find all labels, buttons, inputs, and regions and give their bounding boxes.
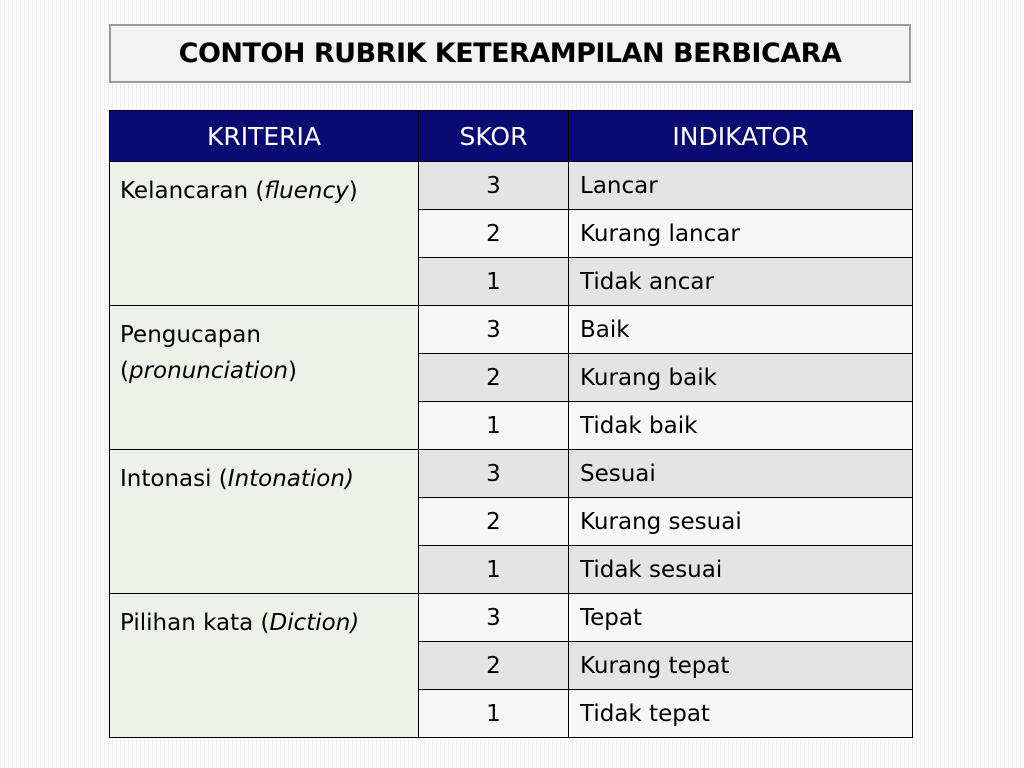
score-cell: 1 (419, 402, 569, 450)
criterion-name: Intonasi ( (120, 466, 228, 492)
table-row (110, 306, 913, 354)
score-cell: 2 (419, 498, 569, 546)
indicator-cell: Sesuai (569, 450, 913, 498)
score-cell: 3 (419, 162, 569, 210)
header-indikator: INDIKATOR (569, 111, 913, 162)
indicator-cell: Lancar (569, 162, 913, 210)
indicator-cell: Tidak baik (569, 402, 913, 450)
indicator-cell: Tidak tepat (569, 690, 913, 738)
table-row (110, 594, 913, 642)
criterion-english: Intonation) (227, 466, 354, 492)
criterion-cell-fluency (110, 162, 419, 306)
criterion-cell-pronunciation (110, 306, 419, 450)
indicator-cell: Tidak sesuai (569, 546, 913, 594)
indicator-cell: Kurang lancar (569, 210, 913, 258)
score-cell: 2 (419, 642, 569, 690)
header-skor: SKOR (419, 111, 569, 162)
criterion-name: Pengucapan ( (120, 322, 261, 384)
page-title: CONTOH RUBRIK KETERAMPILAN BERBICARA (178, 38, 842, 69)
criterion-cell-intonation (110, 450, 419, 594)
indicator-cell: Baik (569, 306, 913, 354)
table-row (110, 450, 913, 498)
score-cell: 1 (419, 258, 569, 306)
score-cell: 2 (419, 210, 569, 258)
title-box (109, 24, 911, 83)
score-cell: 1 (419, 690, 569, 738)
criterion-name: Pilihan kata ( (120, 610, 270, 636)
criterion-english: fluency (264, 178, 349, 204)
indicator-cell: Tepat (569, 594, 913, 642)
score-cell: 1 (419, 546, 569, 594)
indicator-cell: Kurang tepat (569, 642, 913, 690)
score-cell: 2 (419, 354, 569, 402)
criterion-close: ) (348, 178, 358, 204)
criterion-close: ) (288, 358, 298, 384)
criterion-english: Diction) (269, 610, 360, 636)
criterion-cell-diction (110, 594, 419, 738)
score-cell: 3 (419, 450, 569, 498)
indicator-cell: Kurang sesuai (569, 498, 913, 546)
criterion-name: Kelancaran ( (120, 178, 265, 204)
rubric-table (109, 110, 913, 738)
score-cell: 3 (419, 306, 569, 354)
criterion-english: pronunciation (128, 358, 289, 384)
indicator-cell: Tidak ancar (569, 258, 913, 306)
header-row (110, 111, 913, 162)
table-row (110, 162, 913, 210)
indicator-cell: Kurang baik (569, 354, 913, 402)
score-cell: 3 (419, 594, 569, 642)
header-kriteria: KRITERIA (110, 111, 419, 162)
